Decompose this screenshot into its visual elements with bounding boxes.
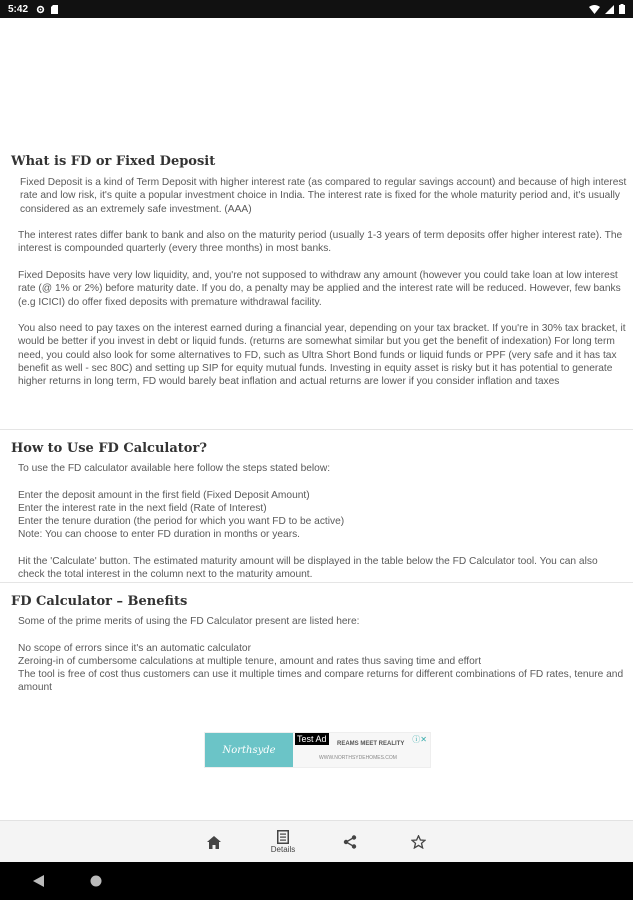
settings-icon: [36, 5, 45, 14]
home-icon: [207, 836, 221, 849]
section-divider: [0, 429, 633, 430]
status-time: 5:42: [8, 3, 29, 15]
details-label: Details: [270, 845, 296, 854]
home-button[interactable]: [194, 821, 234, 863]
wifi-icon: [589, 5, 600, 14]
back-icon[interactable]: [33, 875, 44, 887]
benefits-item: Zeroing-in of cumbersome calculations at multiple tenure, amount and rates thus saving time and effort: [18, 656, 482, 667]
ad-test-tag: Test Ad: [297, 734, 327, 744]
share-icon: [343, 835, 357, 849]
section-heading-howto: How to Use FD Calculator?: [11, 441, 207, 456]
benefits-item: No scope of errors since it's an automatic calculator: [18, 643, 251, 654]
howto-step: Enter the interest rate in the next field (Rate of Interest): [18, 503, 267, 514]
bottom-nav: [0, 820, 633, 863]
ad-headline[interactable]: REAMS MEET REALITY: [337, 741, 405, 747]
section-heading-fd: What is FD or Fixed Deposit: [11, 154, 216, 169]
system-nav-bar: [0, 862, 633, 900]
benefits-item: The tool is free of cost thus customers can use it multiple times and compare returns for different combinations of FD rates, tenure and amount: [18, 669, 624, 694]
howto-note: Note: You can choose to enter FD duration in months or years.: [18, 529, 301, 540]
fd-paragraph-4: You also need to pay taxes on the interest earned during a financial year, depending on your tax bracket. If you're in 30% tax bracket, it would be better if you invest in debt or liquid funds. (returns are somewhat similar but you get the benefit of indexation) For long term need, you could also look for some alternatives to FD, such as Ultra Short Bond funds or liquid funds or PPF (very safe and it has tax benefit as well - sec 80C) and setting up SIP for equity mutual funds. Investing in equity asset is risky but it has potential to generate higher returns in long term, FD would barely beat inflation and actual returns are lower if you consider inflation and taxes: [18, 323, 626, 388]
article-content[interactable]: [0, 18, 633, 818]
battery-icon: [619, 4, 625, 14]
ad-brand-logo[interactable]: Northsyde: [205, 733, 293, 767]
ad-url[interactable]: WWW.NORTHSYDEHOMES.COM: [319, 755, 397, 761]
status-bar: [0, 0, 633, 18]
ad-banner[interactable]: [205, 733, 430, 767]
fd-paragraph-1: Fixed Deposit is a kind of Term Deposit with higher interest rate (as compared to regular savings account) and because of high interest rate and low risk, it's quite a popular investment choice in India. The interest rate is fixed for the whole maturity period and, it's usually considered as an extremely safe investment. (AAA): [20, 177, 627, 215]
fd-paragraph-2: The interest rates differ bank to bank and also on the maturity period (usually 1-3 years of term deposits offer higher interest rate). The interest is compounded quarterly (every three months) in most banks.: [18, 230, 623, 255]
howto-intro: To use the FD calculator available here follow the steps stated below:: [18, 463, 331, 474]
favorite-button[interactable]: [398, 821, 438, 863]
howto-final: Hit the 'Calculate' button. The estimated maturity amount will be displayed in the table below the FD Calculator tool. You can also check the total interest in the column next to the maturity amount.: [18, 556, 598, 581]
howto-step: Enter the deposit amount in the first field (Fixed Deposit Amount): [18, 490, 310, 501]
signal-icon: [605, 5, 614, 14]
details-icon: [277, 830, 289, 844]
benefits-intro: Some of the prime merits of using the FD Calculator present are listed here:: [18, 616, 360, 627]
fd-paragraph-3: Fixed Deposits have very low liquidity, and, you're not supposed to withdraw any amount (however you could take loan at low interest rate (@ 1% or 2%) before maturity date. If you do, a penalty may be applied and the interest rate will be reduced. However, few banks (e.g ICICI) do offer fixed deposits with premature withdrawal facility.: [18, 270, 621, 308]
ad-info-close-icon[interactable]: ⓘ✕: [412, 735, 427, 744]
home-circle-icon[interactable]: [90, 875, 102, 887]
section-heading-benefits: FD Calculator – Benefits: [11, 594, 188, 609]
section-divider: [0, 582, 633, 583]
star-icon: [411, 835, 426, 849]
details-button[interactable]: [263, 821, 303, 863]
sd-card-icon: [51, 5, 58, 14]
howto-step: Enter the tenure duration (the period for which you want FD to be active): [18, 516, 345, 527]
share-button[interactable]: [330, 821, 370, 863]
